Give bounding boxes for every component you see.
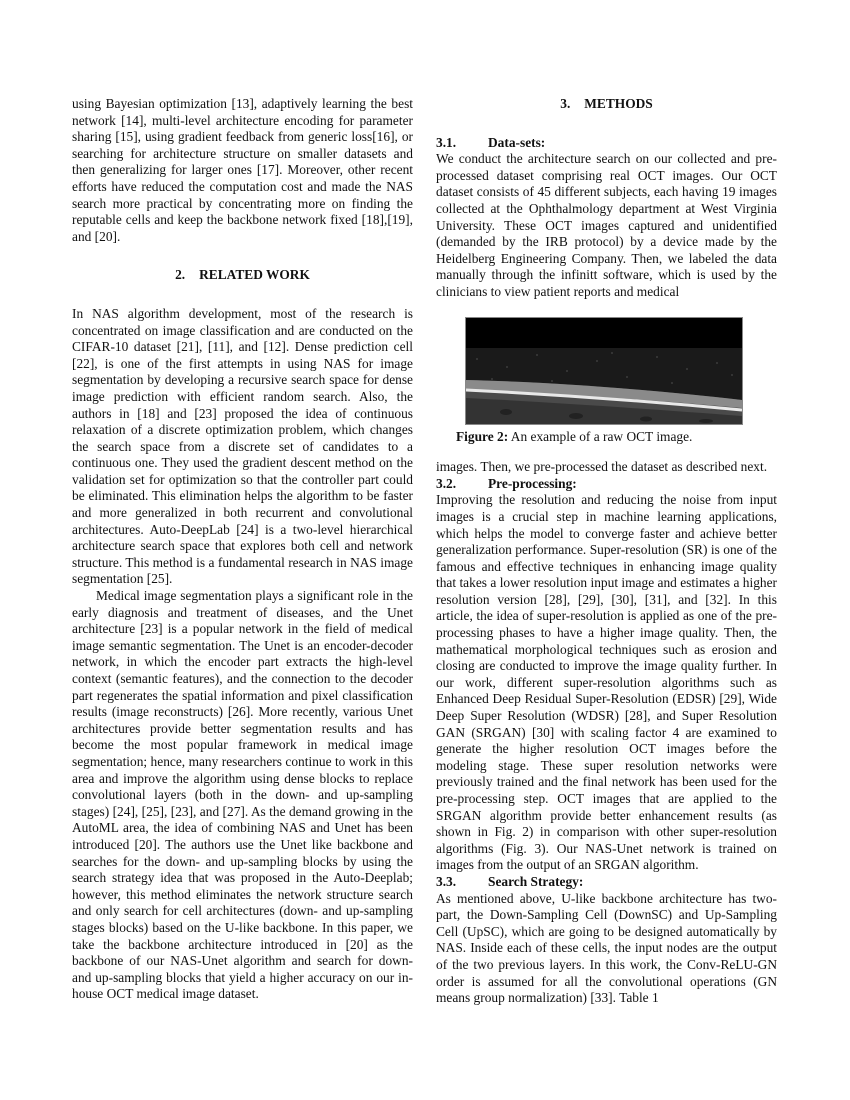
subsection-number: 3.2.	[436, 475, 457, 491]
figure-2-caption	[456, 429, 777, 446]
datasets-paragraph-continued: images. Then, we pre-processed the dataset as described next.	[436, 459, 768, 475]
figure-label: Figure 2:	[456, 428, 509, 444]
search-strategy-paragraph: As mentioned above, U-like backbone architecture has two-part, the Down-Sampling Cell (DownSC) and Up-Sampling Cell (UpSC), which are going to be designed automatically by NAS. Inside each of these cells, the input nodes are the output of the two previous layers. In this work, the Conv-ReLU-GN order is assumed for all the convolutional operations (GN means group normalization) [33]. Table 1	[436, 890, 777, 1006]
left-column	[72, 96, 413, 1003]
subsection-title: Pre-processing:	[488, 475, 577, 491]
intro-paragraph: using Bayesian optimization [13], adaptively learning the best network [14], multi-level architecture encoding for parameter sharing [15], using gradient feedback from generic loss[16], or searching for architecture structure on smaller datasets and then generalizing for larger ones [17]. Moreover, other recent efforts have reduced the computation cost and made the NAS search more practical by concentrating more on finding the reputable cells and keep the backbone network fixed [18],[19], and [20].	[72, 96, 413, 244]
section-2-heading	[72, 267, 413, 284]
subsection-3-2-heading	[436, 476, 777, 493]
figure-caption-text: An example of a raw OCT image.	[508, 428, 693, 444]
subsection-3-1-heading	[436, 135, 777, 152]
related-work-paragraph-2: Medical image segmentation plays a significant role in the early diagnosis and treatment of diseases, and the Unet architecture [23] is a popular network in the field of medical image semantic segmentation. The Unet is an encoder-decoder network, in which the encoder part extracts the high-level context (semantic features), and the connection to the decoder part regenerates the spatial information and pixel classification results (image reconstructs) [26]. More recently, various Unet architectures provide better segmentation results and has become the most popular framework in medical image segmentation; hence, many researchers continue to work in this area and improve the algorithm using dense blocks to replace convolutional layers (both in the down- and up-sampling stages) [24], [25], [23], and [27]. As the demand growing in the AutoML area, the idea of combining NAS and Unet has been introduced [20]. The authors use the Unet like backbone and searches for the down- and up-sampling blocks by using the search strategy idea that was proposed in the Auto-Deeplab; however, this method eliminates the network structure search and only search for cell architectures (down- and up-sampling stages blocks) based on the U-like backbone. In this paper, we take the backbone architecture introduced in [20] as the backbone of our NAS-Unet algorithm and search for down- and up-sampling blocks that yield a higher accuracy on our in-house OCT medical image dataset.	[72, 588, 413, 1002]
subsection-number: 3.3.	[436, 873, 457, 889]
section-number: 3.	[560, 96, 571, 111]
related-work-paragraph-1: In NAS algorithm development, most of the research is concentrated on image classification and are conducted on the CIFAR-10 dataset [21], [11], and [12]. Dense prediction cell [22], is one of the first attempts in using NAS for image segmentation by developing a recursive search space for dense image prediction with efficient random search. Also, the authors in [18] and [23] proposed the idea of continuous relaxation of a discrete optimization problem, which changes the search space from a discrete set of candidates to a continuous one. They used the gradient descent method on the validation set for optimization so that the controller part could be eliminated. This elimination helps the algorithm to be faster and more generalized in both recurrent and convolutional architectures. Auto-DeepLab [24] is a two-level hierarchical architecture search space that explores both cell and network structure. This method is a fundamental research in NAS image segmentation [25].	[72, 305, 413, 587]
oct-image	[465, 317, 743, 425]
subsection-number: 3.1.	[436, 134, 457, 150]
section-title: RELATED WORK	[199, 267, 310, 283]
subsection-title: Search Strategy:	[488, 873, 584, 889]
preprocessing-paragraph: Improving the resolution and reducing the noise from input images is a crucial step in machine learning applications, which helps the model to converge faster and achieve better generalization performance. Super-resolution (SR) is one of the famous and effective techniques in enhancing image quality that takes a lower resolution input image and estimates a higher resolution version [28], [29], [30], [31], and [32]. In this article, the idea of super-resolution is applied as one of the pre-processing phases to have a higher image quality. Then, the mathematical morphological techniques such as erosion and closing are conducted to improve the image quality further. In our work, different super-resolution algorithms such as Enhanced Deep Residual Super-Resolution (EDSR) [29], Wide Deep Super Resolution (WDSR) [28], and Super Resolution GAN (SRGAN) [30] with scaling factor 4 are examined to generate the higher resolution OCT images before the modeling stage. These super resolution networks were previously trained and the final network has been used for the pre-processing step. OCT images that are applied to the SRGAN algorithm provide better enhancement results (as shown in Fig. 2) in comparison with other super-resolution algorithms (Fig. 3). Our NAS-Unet network is trained on images from the output of an SRGAN algorithm.	[436, 492, 777, 873]
subsection-3-3-heading	[436, 874, 777, 891]
right-column	[436, 96, 777, 1007]
section-number: 2.	[175, 267, 186, 283]
section-3-heading	[436, 96, 777, 113]
datasets-paragraph: We conduct the architecture search on our collected and pre-processed dataset comprising real OCT images. Our OCT dataset consists of 45 different subjects, each having 19 images collected at the Ophthalmology department at West Virginia University. These OCT images captured and unidentified (demanded by the IRB protocol) by a device made by the Heidelberg Engineering Company. Then, we labeled the data manually through the infinitt software, which is used by the clinicians to view patient reports and medical	[436, 151, 777, 299]
subsection-title: Data-sets:	[488, 134, 546, 150]
figure-2	[436, 317, 777, 446]
section-title: METHODS	[584, 96, 653, 111]
